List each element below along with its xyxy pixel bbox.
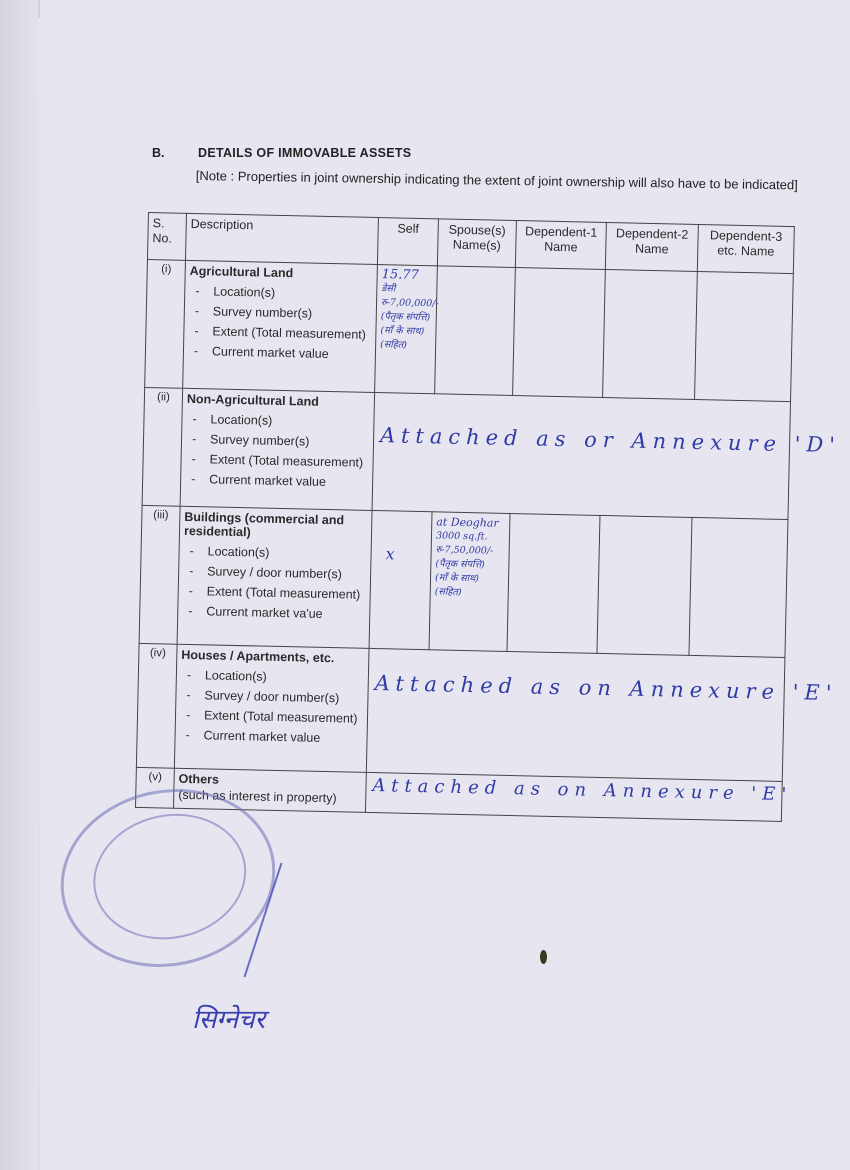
row-sno: (v) bbox=[136, 767, 175, 808]
handwritten-value: (माँ के साथ) bbox=[434, 572, 480, 585]
handwritten-value: 3000 sq.ft. bbox=[435, 530, 488, 543]
handwritten-value: (पैतृक संपत्ति) bbox=[435, 558, 485, 571]
row-item: - Current market va'ue bbox=[182, 601, 365, 625]
row-description bbox=[174, 644, 369, 772]
header-dependent-2: Dependent-2 Name bbox=[605, 223, 698, 272]
handwritten-signature: सिग्नेचर bbox=[192, 1005, 266, 1035]
spouse-cell bbox=[435, 266, 516, 396]
immovable-assets-table bbox=[135, 212, 842, 822]
self-cell bbox=[375, 265, 438, 394]
row-item: - Survey number(s) bbox=[189, 301, 372, 325]
row-description bbox=[177, 506, 372, 648]
handwritten-value: रु-7,50,000/- bbox=[435, 544, 494, 557]
merged-annexure-cell bbox=[372, 392, 842, 519]
row-item: - Location(s) bbox=[183, 541, 366, 565]
row-sno: (i) bbox=[145, 259, 186, 388]
row-description bbox=[180, 388, 375, 510]
section-number: B. bbox=[152, 146, 165, 160]
self-cell bbox=[369, 510, 432, 649]
row-description bbox=[183, 260, 378, 392]
handwritten-value: (पैतृक संपत्ति) bbox=[380, 311, 431, 324]
row-item: - Current market value bbox=[185, 469, 368, 493]
table-row bbox=[136, 643, 785, 781]
row-title: Buildings (commercial and residential) bbox=[183, 509, 345, 540]
row-title: Non-Agricultural Land bbox=[186, 391, 320, 409]
spouse-cell bbox=[429, 512, 510, 652]
row-item: - Survey number(s) bbox=[186, 429, 369, 453]
row-item: - Survey / door number(s) bbox=[183, 561, 366, 585]
handwritten-value: 15.77 bbox=[381, 267, 420, 283]
assets-table-wrapper bbox=[134, 212, 842, 866]
dependent-1-cell bbox=[507, 513, 600, 653]
handwritten-value: (सहित) bbox=[380, 339, 408, 351]
dependent-3-cell bbox=[689, 517, 788, 657]
row-item: - Location(s) bbox=[189, 281, 372, 305]
handwritten-annexure-note: Attached as on Annexure 'E' bbox=[372, 775, 793, 806]
row-item: - Location(s) bbox=[186, 409, 369, 433]
handwritten-value: at Deoghar bbox=[436, 515, 499, 530]
scan-left-edge bbox=[0, 0, 38, 1170]
merged-annexure-cell bbox=[366, 648, 838, 781]
row-sno: (ii) bbox=[142, 387, 183, 506]
ink-blot bbox=[540, 950, 547, 964]
table-row bbox=[145, 259, 794, 401]
handwritten-annexure-note: Attached as or Annexure 'D' bbox=[379, 423, 842, 458]
row-title: Houses / Apartments, etc. bbox=[181, 647, 335, 666]
handwritten-value: रु-7,00,000/- bbox=[380, 297, 439, 310]
row-item: - Extent (Total measurement) bbox=[180, 705, 363, 729]
row-item: - Location(s) bbox=[181, 665, 364, 689]
header-dependent-1: Dependent-1 Name bbox=[515, 221, 606, 270]
row-item: - Extent (Total measurement) bbox=[188, 321, 371, 345]
handwritten-value: (माँ के साथ) bbox=[380, 325, 425, 338]
table-row bbox=[142, 387, 790, 519]
header-self: Self bbox=[377, 218, 438, 266]
row-item: - Extent (Total measurement) bbox=[183, 581, 366, 605]
row-title: Others bbox=[178, 771, 220, 787]
dependent-3-cell bbox=[695, 271, 794, 401]
row-sno: (iv) bbox=[136, 643, 177, 768]
handwritten-value: डेसी bbox=[381, 283, 396, 295]
merged-annexure-cell bbox=[365, 772, 793, 821]
row-item: - Current market value bbox=[188, 341, 371, 365]
row-title: Agricultural Land bbox=[189, 263, 294, 281]
row-item: - Current market value bbox=[179, 725, 362, 749]
row-item: - Survey / door number(s) bbox=[180, 685, 363, 709]
header-dependent-3: Dependent-3 etc. Name bbox=[697, 225, 794, 274]
handwritten-annexure-note: Attached as on Annexure 'E' bbox=[374, 671, 838, 706]
row-sno: (iii) bbox=[139, 505, 180, 644]
header-sno: S. No. bbox=[147, 213, 186, 261]
table-row bbox=[139, 505, 788, 657]
handwritten-value: (सहित) bbox=[434, 586, 462, 598]
row-item: (such as interest in property) bbox=[178, 787, 337, 806]
header-description: Description bbox=[185, 213, 378, 264]
row-item: - Extent (Total measurement) bbox=[185, 449, 368, 473]
header-spouse: Spouse(s) Name(s) bbox=[437, 219, 516, 268]
section-title: DETAILS OF IMMOVABLE ASSETS bbox=[198, 146, 412, 160]
notary-stamp-inner-ring bbox=[82, 800, 258, 953]
handwritten-value: x bbox=[385, 544, 395, 564]
dependent-2-cell bbox=[603, 269, 698, 399]
dependent-2-cell bbox=[597, 515, 692, 655]
section-note: [Note : Properties in joint ownership indicating the extent of joint ownership will also have to be indicated] bbox=[195, 168, 798, 193]
dependent-1-cell bbox=[513, 268, 606, 398]
